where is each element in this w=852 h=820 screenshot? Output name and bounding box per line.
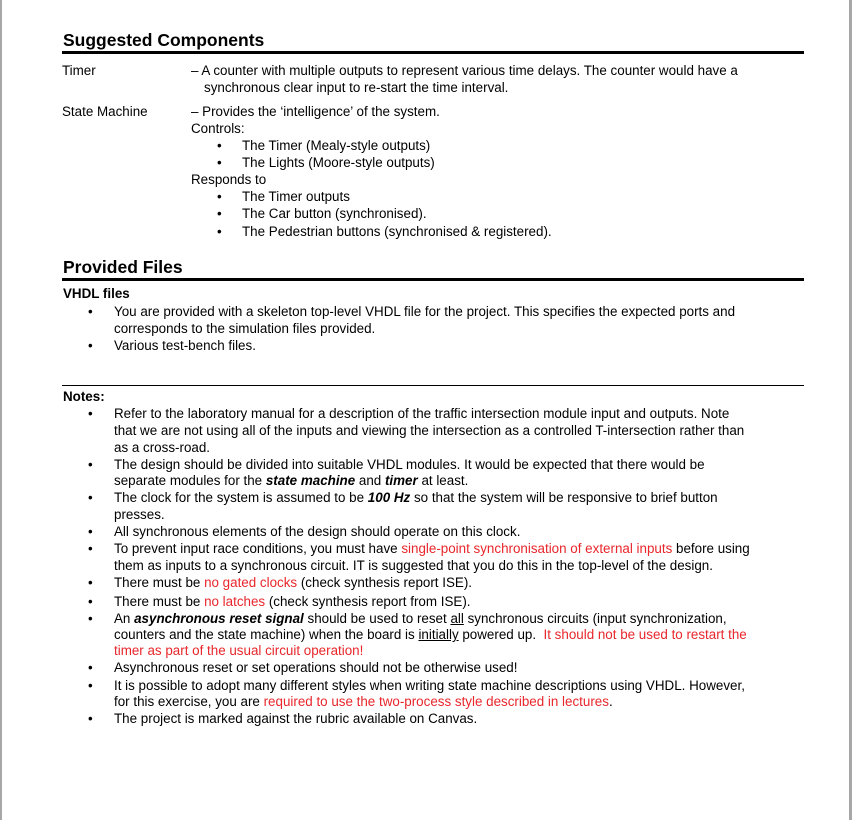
note-line [114,541,750,558]
note-text: should be used to reset [303,611,451,626]
bullet: • [88,338,93,353]
bullet: • [217,155,222,170]
note-text: at least. [417,473,469,488]
provided-item-line: Various test-bench files. [114,338,256,353]
note-text: and [355,473,385,488]
note-text: before using [672,541,750,556]
note-emphasis: timer [384,473,418,488]
timer-desc-line2: synchronous clear input to re-start the time interval. [204,80,509,95]
note-text: To prevent input race conditions, you must have [114,541,402,556]
note-line [114,694,613,711]
note-underline: all [450,611,464,626]
note-text: An [114,611,135,626]
bullet: • [217,189,222,204]
note-text: (check synthesis report from ISE). [265,594,471,609]
controls-item: The Lights (Moore-style outputs) [242,155,435,170]
note-line: as a cross-road. [114,440,211,455]
note-line [114,490,718,507]
note-text: counters and the state machine) when the board is [114,627,419,642]
note-text: . [608,694,613,709]
bullet: • [88,304,93,319]
note-emphasis: state machine [265,473,356,488]
vhdl-files-subtitle: VHDL files [63,286,130,301]
note-line [114,594,471,611]
note-line: The project is marked against the rubric available on Canvas. [114,711,478,726]
page-left-border [0,0,2,820]
note-text: The clock for the system is assumed to be [114,490,368,505]
note-emphasis: asynchronous reset signal [134,611,304,626]
document-page [62,0,804,820]
note-text: powered up. [458,627,544,642]
note-line: It is possible to adopt many different styles when writing state machine descriptions using VHDL. However, [114,678,745,693]
note-line: them as inputs to a synchronous circuit. IT is suggested that you do this in the top-level of the design. [114,558,713,573]
note-line [114,473,468,490]
controls-label: Controls: [191,121,245,136]
note-text: synchronous circuits (input synchronization, [463,611,727,626]
bullet: • [88,594,93,609]
note-highlight: It should not be used to restart the [543,627,747,642]
bullet: • [88,678,93,693]
state-machine-label: State Machine [62,104,148,119]
note-line [114,575,472,592]
note-highlight: no gated clocks [204,575,298,590]
notes-divider [62,385,804,386]
note-line: Refer to the laboratory manual for a description of the traffic intersection module input and outputs. Note [114,406,730,421]
provided-item-line: You are provided with a skeleton top-level VHDL file for the project. This specifies the expected ports and [114,304,736,319]
note-text: for this exercise, you are [114,694,264,709]
suggested-components-heading: Suggested Components [62,30,804,54]
notes-title: Notes: [63,389,105,404]
note-highlight: required to use the two-process style described in lectures [263,694,609,709]
bullet: • [88,524,93,539]
bullet: • [88,611,93,626]
bullet: • [88,711,93,726]
state-machine-desc: – Provides the ‘intelligence’ of the system. [191,104,440,119]
note-line: presses. [114,507,165,522]
bullet: • [217,224,222,239]
note-line: Asynchronous reset or set operations should not be otherwise used! [114,660,518,675]
provided-item-line: corresponds to the simulation files provided. [114,321,376,336]
note-line [114,627,747,644]
note-text: (check synthesis report ISE). [297,575,473,590]
bullet: • [88,575,93,590]
controls-item: The Timer (Mealy-style outputs) [242,138,431,153]
note-text: There must be [114,594,205,609]
note-line: that we are not using all of the inputs and viewing the intersection as a controlled T-intersection rather than [114,423,745,438]
note-underline: initially [418,627,459,642]
provided-files-heading: Provided Files [62,257,804,281]
note-text: There must be [114,575,205,590]
note-emphasis: 100 Hz [367,490,411,505]
bullet: • [88,660,93,675]
note-highlight: no latches [204,594,266,609]
timer-desc-line1: – A counter with multiple outputs to represent various time delays. The counter would have a [191,63,738,78]
note-highlight: single-point synchronisation of external inputs [401,541,673,556]
note-line: The design should be divided into suitable VHDL modules. It would be expected that there would be [114,457,705,472]
note-line: All synchronous elements of the design should operate on this clock. [114,524,521,539]
bullet: • [88,490,93,505]
bullet: • [217,206,222,221]
responds-item: The Car button (synchronised). [242,206,427,221]
responds-label: Responds to [191,172,267,187]
note-text: separate modules for the [114,473,266,488]
timer-label: Timer [62,63,96,78]
responds-item: The Pedestrian buttons (synchronised & registered). [242,224,552,239]
note-line: timer as part of the usual circuit operation! [114,643,364,658]
bullet: • [88,457,93,472]
note-line [114,611,727,628]
bullet: • [217,138,222,153]
responds-item: The Timer outputs [242,189,350,204]
note-text: so that the system will be responsive to brief button [410,490,718,505]
bullet: • [88,541,93,556]
bullet: • [88,406,93,421]
